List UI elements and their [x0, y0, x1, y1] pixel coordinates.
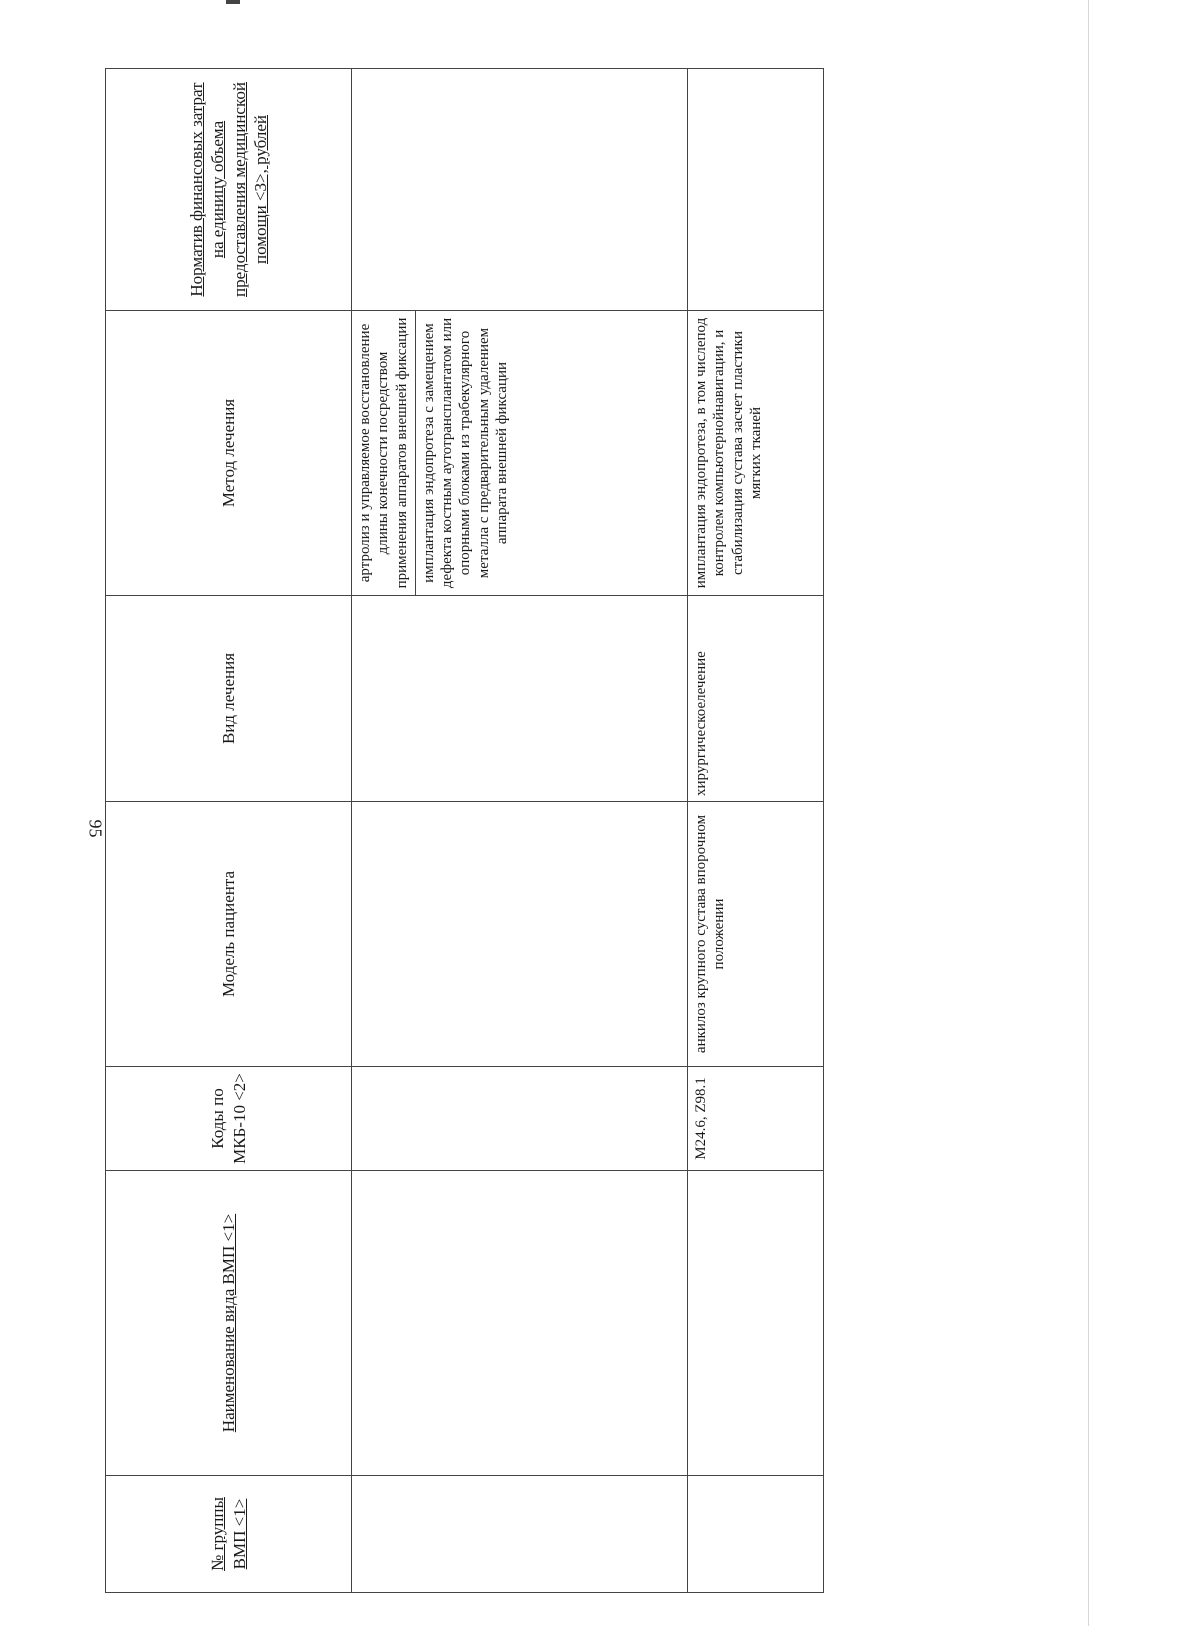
- header-name: Наименование вида ВМП <1>: [106, 1171, 352, 1476]
- cell-name: [352, 1171, 688, 1476]
- cell-group: [352, 1476, 688, 1593]
- header-row: [106, 69, 352, 1593]
- header-codes: Коды по МКБ-10 <2>: [106, 1067, 352, 1171]
- cell-norm: [352, 69, 688, 311]
- cell-codes: [352, 1067, 688, 1171]
- rotated-table-container: [105, 69, 823, 1593]
- header-method: Метод лечения: [106, 311, 352, 596]
- header-norm: Норматив финансовых затрат на единицу объема предоставления медицинской помощи <3>, рублей: [106, 69, 352, 311]
- cell-group: [688, 1476, 824, 1593]
- header-group: № группы ВМП <1>: [106, 1476, 352, 1593]
- header-model: Модель пациента: [106, 802, 352, 1067]
- cell-method: [352, 311, 688, 596]
- cell-name: [688, 1171, 824, 1476]
- cell-treatment-type: [352, 596, 688, 802]
- method-text: имплантация эндопротеза с замещением дефекта костным аутотрансплантатом или опорными блоками из трабекулярного металла с предварительным удалением аппарата внешней фиксации: [415, 311, 515, 595]
- cell-model: анкилоз крупного сустава впорочном положении: [688, 802, 824, 1067]
- vmp-table: [105, 68, 824, 1593]
- cell-model: [352, 802, 688, 1067]
- method-text: артролиз и управляемое восстановление длины конечности посредством применения аппаратов внешней фиксации: [357, 317, 410, 589]
- cell-codes: M24.6, Z98.1: [688, 1067, 824, 1171]
- header-treatment-type: Вид лечения: [106, 596, 352, 802]
- page-edge-line: [1088, 0, 1089, 1626]
- scan-mark: [226, 0, 240, 4]
- table-row-continued: [352, 69, 688, 1593]
- cell-norm: [688, 69, 824, 311]
- cell-treatment-type: хирургическоелечение: [688, 596, 824, 802]
- page-number: 95: [85, 819, 106, 838]
- cell-method: имплантация эндопротеза, в том числепод контролем компьютернойнавигации, и стабилизация сустава засчет пластики мягких тканей: [688, 311, 824, 596]
- table-row-ankylosis: [688, 69, 824, 1593]
